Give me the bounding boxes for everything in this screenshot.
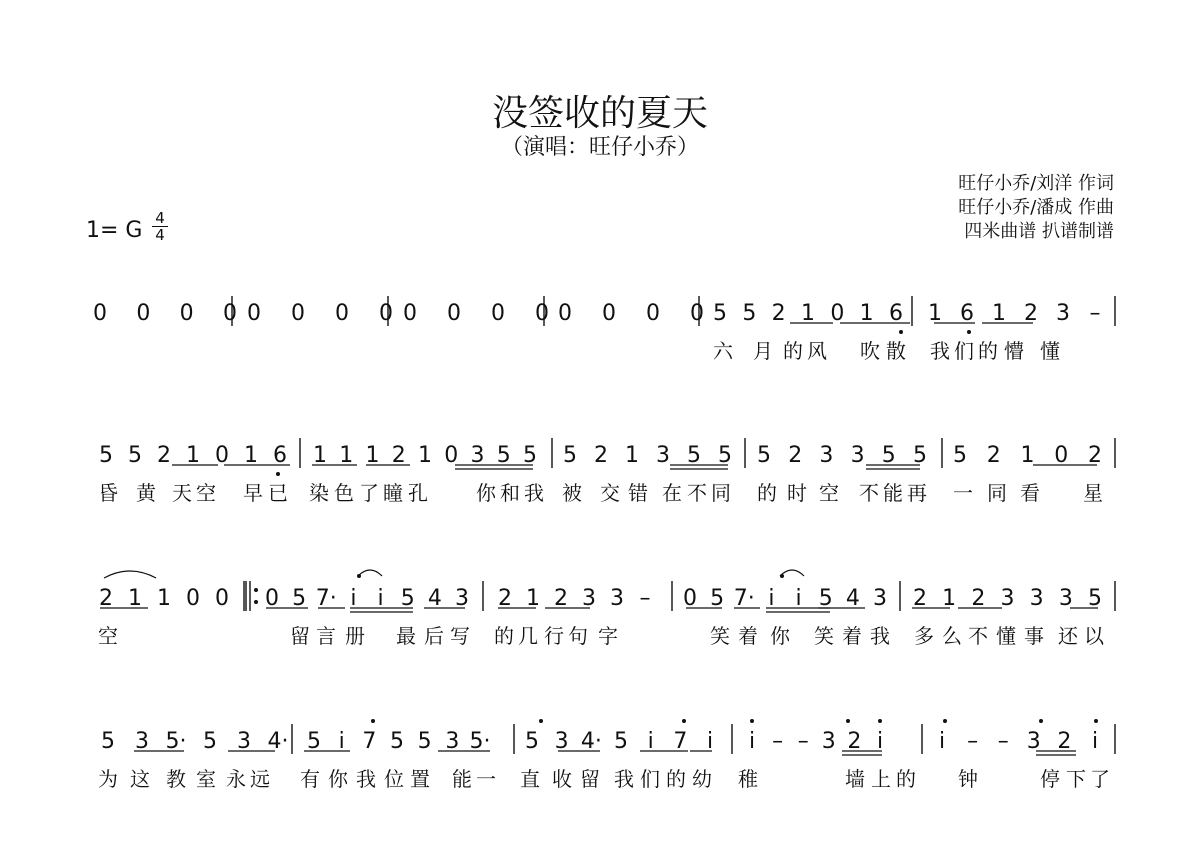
lyric-2-18: 在	[662, 481, 682, 505]
lyric-2-6: 已	[268, 481, 288, 505]
note-3-2-7: 4	[427, 586, 442, 611]
note-4-3-2: 3	[554, 729, 569, 754]
lyric-3-2: 留	[290, 624, 310, 648]
lyric-4-7: 有	[300, 767, 320, 791]
lyric-2-2: 黄	[136, 481, 156, 505]
note-4-2-1: 5	[307, 729, 321, 754]
octave-dot-11	[878, 719, 882, 723]
lyric-2-19: 不	[687, 481, 707, 505]
note-4-3-3: 4·	[580, 729, 602, 754]
note-4-5-4: 3	[1026, 729, 1041, 754]
note-3-3-5: 3	[610, 586, 624, 611]
lyric-3-19: 多	[914, 624, 934, 648]
lyric-4-28: 了	[1090, 767, 1110, 791]
lyric-4-20: 幼	[692, 767, 712, 791]
lyric-3-17: 着	[842, 624, 862, 648]
note-3-1-4: 0	[186, 586, 200, 611]
lyric-1-6: 散	[886, 339, 906, 363]
note-3-4-3: 7·	[733, 586, 755, 611]
note-2-2-5: 1	[418, 443, 432, 468]
lyric-3-8: 的	[494, 624, 514, 648]
octave-dot-6	[371, 719, 375, 723]
key-signature: 1= G	[86, 218, 143, 243]
note-2-5-1: 5	[953, 443, 967, 468]
note-3-2-2: 5	[292, 586, 307, 611]
lyric-4-10: 位	[384, 767, 404, 791]
note-2-2-7: 3	[470, 443, 485, 468]
lyric-2-3: 天	[172, 481, 192, 505]
lyric-4-26: 停	[1040, 767, 1060, 791]
lyric-4-24: 的	[896, 767, 916, 791]
note-2-2-6: 0	[444, 443, 459, 468]
note-1-2-3: 0	[335, 301, 349, 326]
note-4-1-5: 3	[237, 729, 251, 754]
note-4-2-6: 3	[445, 729, 460, 754]
note-4-3-4: 5	[614, 729, 628, 754]
note-1-4-3: 0	[646, 301, 660, 326]
lyric-4-5: 永	[226, 767, 246, 791]
lyric-3-6: 后	[424, 624, 444, 648]
lyric-4-4: 室	[196, 767, 216, 791]
lyric-4-6: 远	[250, 767, 270, 791]
note-1-1-1: 0	[93, 301, 107, 326]
note-3-5-7: 5	[1088, 586, 1102, 611]
note-3-2-3: 7·	[315, 586, 337, 611]
note-3-4-2: 5	[710, 586, 725, 611]
lyric-2-23: 空	[819, 481, 839, 505]
lyricist-credit: 旺仔小乔/刘洋 作词	[958, 173, 1114, 194]
lyric-3-7: 写	[450, 624, 470, 648]
lyric-2-13: 和	[500, 481, 520, 505]
lyric-2-15: 被	[562, 481, 582, 505]
note-3-4-6: 5	[818, 586, 833, 611]
note-3-4-7: 4	[845, 586, 860, 611]
lyric-2-27: 一	[953, 481, 973, 505]
lyric-2-25: 能	[883, 481, 903, 505]
note-4-3-6: 7	[673, 729, 688, 754]
note-1-5-1: 5	[713, 301, 727, 326]
note-2-2-4: 2	[391, 443, 406, 468]
lyric-2-10: 瞳	[383, 481, 403, 505]
note-1-6-3: 1	[992, 301, 1006, 326]
lyric-4-21: 稚	[738, 767, 758, 791]
note-2-2-9: 5	[523, 443, 537, 468]
note-4-5-3: –	[997, 729, 1009, 754]
lyric-4-1: 为	[98, 767, 118, 791]
octave-dot-7	[539, 719, 543, 723]
note-1-4-4: 0	[690, 301, 704, 326]
lyric-2-22: 时	[787, 481, 807, 505]
note-1-1-2: 0	[136, 301, 151, 326]
lyric-4-13: 一	[476, 767, 496, 791]
lyric-3-21: 不	[968, 624, 988, 648]
note-3-4-8: 3	[873, 586, 887, 611]
lyric-1-7: 我	[930, 339, 950, 363]
lyric-2-21: 的	[757, 481, 777, 505]
lyric-2-24: 不	[859, 481, 879, 505]
octave-dot-3	[276, 472, 280, 476]
note-4-2-3: 7	[362, 729, 377, 754]
note-3-3-2: 1	[526, 586, 540, 611]
note-2-2-8: 5	[496, 443, 511, 468]
lyric-4-9: 我	[356, 767, 376, 791]
note-4-1-4: 5	[203, 729, 217, 754]
note-4-2-5: 5	[417, 729, 432, 754]
note-2-1-4: 1	[186, 443, 200, 468]
note-1-3-1: 0	[403, 301, 417, 326]
note-3-5-6: 3	[1058, 586, 1073, 611]
lyric-1-5: 吹	[860, 339, 880, 363]
lyric-3-9: 几	[518, 624, 538, 648]
note-2-4-3: 3	[819, 443, 834, 468]
octave-dot-12	[943, 719, 947, 723]
lyric-1-3: 的	[783, 339, 803, 363]
note-2-1-1: 5	[99, 443, 113, 468]
note-3-1-5: 0	[215, 586, 229, 611]
arranger-credit: 四米曲谱 扒谱制谱	[964, 221, 1114, 242]
note-4-5-1: i	[938, 729, 946, 754]
note-3-3-3: 2	[554, 586, 568, 611]
lyric-2-26: 再	[907, 481, 927, 505]
lyric-2-17: 错	[628, 481, 648, 505]
note-3-5-3: 2	[971, 586, 986, 611]
note-2-2-2: 1	[339, 443, 354, 468]
note-2-2-1: 1	[313, 443, 327, 468]
note-2-1-6: 1	[244, 443, 258, 468]
note-2-2-3: 1	[365, 443, 380, 468]
performer-line: （演唱：旺仔小乔）	[500, 135, 699, 160]
lyric-2-14: 我	[524, 481, 544, 505]
note-3-2-6: 5	[400, 586, 415, 611]
lyric-4-11: 置	[410, 767, 430, 791]
note-2-4-5: 5	[881, 443, 896, 468]
lyric-3-10: 行	[544, 624, 564, 648]
lyric-2-11: 孔	[408, 481, 428, 505]
note-1-6-6: –	[1089, 301, 1101, 326]
note-1-6-5: 3	[1056, 301, 1070, 326]
note-3-1-2: 1	[128, 586, 142, 611]
lyric-1-4: 风	[807, 339, 827, 363]
note-1-3-4: 0	[535, 301, 549, 326]
note-3-1-3: 1	[157, 586, 171, 611]
lyric-2-28: 同	[987, 481, 1007, 505]
time-signature-top: 4	[155, 209, 165, 227]
lyric-4-23: 上	[871, 767, 891, 791]
note-2-3-1: 5	[563, 443, 577, 468]
lyric-3-23: 事	[1024, 624, 1044, 648]
lyric-3-14: 着	[738, 624, 758, 648]
lyric-4-15: 收	[552, 767, 572, 791]
note-3-1-1: 2	[99, 586, 113, 611]
lyric-3-20: 么	[942, 624, 962, 648]
lyric-1-1: 六	[713, 339, 733, 363]
note-4-1-6: 4·	[267, 729, 289, 754]
octave-dot-2	[967, 330, 971, 334]
note-2-3-5: 5	[687, 443, 701, 468]
note-1-5-2: 5	[742, 301, 757, 326]
repeat-dot-upper	[254, 588, 258, 592]
note-4-3-1: 5	[525, 729, 539, 754]
note-3-2-1: 0	[265, 586, 279, 611]
note-1-2-1: 0	[247, 301, 261, 326]
note-2-1-3: 2	[157, 443, 171, 468]
octave-dot-14	[1094, 719, 1098, 723]
lyric-4-16: 留	[580, 767, 600, 791]
lyric-2-1: 昏	[98, 481, 118, 505]
note-2-3-3: 1	[625, 443, 639, 468]
note-4-4-1: i	[748, 729, 756, 754]
lyric-1-9: 的	[978, 339, 998, 363]
song-title: 没签收的夏天	[491, 93, 708, 134]
note-2-3-2: 2	[594, 443, 608, 468]
note-1-5-4: 1	[801, 301, 815, 326]
lyric-3-12: 字	[598, 624, 618, 648]
note-4-4-5: 2	[847, 729, 862, 754]
note-4-5-5: 2	[1057, 729, 1072, 754]
lyric-4-19: 的	[666, 767, 686, 791]
lyric-3-22: 懂	[996, 624, 1016, 648]
note-1-3-2: 0	[447, 301, 461, 326]
note-3-4-5: i	[795, 586, 802, 611]
lyric-4-8: 你	[328, 767, 348, 791]
lyric-2-5: 早	[243, 481, 263, 505]
lyric-2-29: 看	[1020, 481, 1040, 505]
lyric-2-7: 染	[309, 481, 329, 505]
note-1-1-4: 0	[223, 301, 237, 326]
lyric-4-2: 这	[130, 767, 150, 791]
note-4-1-2: 3	[135, 729, 149, 754]
note-2-4-2: 2	[788, 443, 803, 468]
octave-dot-9	[750, 719, 754, 723]
note-1-6-1: 1	[928, 301, 942, 326]
note-3-4-4: i	[768, 586, 775, 611]
note-1-2-2: 0	[291, 301, 305, 326]
note-2-3-6: 5	[718, 443, 732, 468]
note-2-4-6: 5	[913, 443, 927, 468]
note-2-5-5: 2	[1088, 443, 1102, 468]
repeat-dot-lower	[254, 600, 258, 604]
note-4-5-6: i	[1091, 729, 1099, 754]
lyric-2-8: 色	[334, 481, 354, 505]
lyric-3-11: 句	[568, 624, 588, 648]
lyric-2-4: 空	[196, 481, 216, 505]
note-3-5-1: 2	[913, 586, 927, 611]
note-4-5-2: –	[967, 729, 979, 754]
lyric-4-3: 教	[166, 767, 186, 791]
note-1-1-3: 0	[179, 301, 194, 326]
note-4-2-7: 5·	[469, 729, 491, 754]
lyric-4-25: 钟	[958, 767, 978, 791]
note-3-5-2: 1	[942, 586, 957, 611]
lyric-3-16: 笑	[814, 624, 834, 648]
note-1-5-3: 2	[771, 301, 786, 326]
note-3-2-8: 3	[455, 586, 469, 611]
note-2-4-4: 3	[850, 443, 865, 468]
octave-dot-10	[846, 719, 850, 723]
note-3-3-6: –	[639, 586, 651, 611]
note-1-4-1: 0	[558, 301, 572, 326]
note-3-3-1: 2	[498, 586, 512, 611]
note-2-4-1: 5	[757, 443, 771, 468]
lyric-3-5: 最	[396, 624, 416, 648]
lyric-2-9: 了	[359, 481, 379, 505]
note-2-5-4: 0	[1054, 443, 1069, 468]
note-4-4-2: –	[772, 729, 784, 754]
note-3-2-5: i	[377, 586, 384, 611]
lyric-4-22: 墙	[845, 767, 865, 791]
lyric-3-13: 笑	[710, 624, 730, 648]
composer-credit: 旺仔小乔/潘成 作曲	[958, 197, 1114, 218]
octave-dot-1	[899, 330, 903, 334]
lyric-2-20: 同	[711, 481, 731, 505]
note-1-4-2: 0	[602, 301, 616, 326]
note-3-4-1: 0	[683, 586, 697, 611]
lyric-4-18: 们	[640, 767, 660, 791]
note-3-5-5: 3	[1029, 586, 1044, 611]
note-4-2-2: i	[338, 729, 345, 754]
lyric-3-3: 言	[316, 624, 336, 648]
note-2-5-2: 2	[986, 443, 1001, 468]
note-4-2-4: 5	[390, 729, 404, 754]
note-1-5-5: 0	[830, 301, 845, 326]
lyric-3-25: 以	[1084, 624, 1104, 648]
lyric-3-4: 册	[345, 624, 365, 648]
note-4-1-3: 5·	[165, 729, 187, 754]
note-2-1-2: 5	[128, 443, 142, 468]
octave-dot-5	[780, 574, 784, 578]
lyric-4-17: 我	[614, 767, 634, 791]
note-4-3-5: i	[647, 729, 654, 754]
note-2-1-7: 6	[273, 443, 287, 468]
note-1-3-3: 0	[491, 301, 505, 326]
note-4-4-4: 3	[821, 729, 836, 754]
note-3-3-4: 3	[582, 586, 596, 611]
octave-dot-8	[682, 719, 686, 723]
lyric-4-12: 能	[452, 767, 472, 791]
lyric-3-18: 我	[870, 624, 890, 648]
lyric-1-11: 懂	[1040, 339, 1060, 363]
lyric-3-24: 还	[1058, 624, 1078, 648]
lyric-2-12: 你	[476, 481, 496, 505]
octave-dot-13	[1039, 719, 1043, 723]
lyric-3-1: 空	[98, 624, 118, 648]
note-3-2-4: i	[350, 586, 357, 611]
lyric-4-14: 直	[520, 767, 540, 791]
note-1-6-4: 2	[1024, 301, 1038, 326]
tie-arc-2	[358, 570, 382, 576]
note-1-5-6: 1	[859, 301, 874, 326]
note-4-4-6: i	[876, 729, 884, 754]
note-1-2-4: 0	[379, 301, 393, 326]
note-4-4-3: –	[797, 729, 809, 754]
note-2-3-4: 3	[656, 443, 670, 468]
lyric-1-10: 懵	[1004, 339, 1024, 363]
note-3-5-4: 3	[1000, 586, 1015, 611]
lyric-2-16: 交	[600, 481, 620, 505]
lyric-1-2: 月	[753, 339, 773, 363]
octave-dot-4	[357, 574, 361, 578]
note-4-1-1: 5	[101, 729, 115, 754]
lyric-1-8: 们	[954, 339, 974, 363]
note-1-5-7: 6	[889, 301, 903, 326]
lyric-2-30: 星	[1083, 481, 1103, 505]
note-2-1-5: 0	[215, 443, 229, 468]
time-signature-bottom: 4	[152, 226, 168, 243]
note-2-5-3: 1	[1020, 443, 1035, 468]
lyric-3-15: 你	[770, 624, 790, 648]
note-1-6-2: 6	[960, 301, 974, 326]
tie-arc-1	[104, 571, 156, 578]
note-4-3-7: i	[706, 729, 714, 754]
lyric-4-27: 下	[1066, 767, 1086, 791]
